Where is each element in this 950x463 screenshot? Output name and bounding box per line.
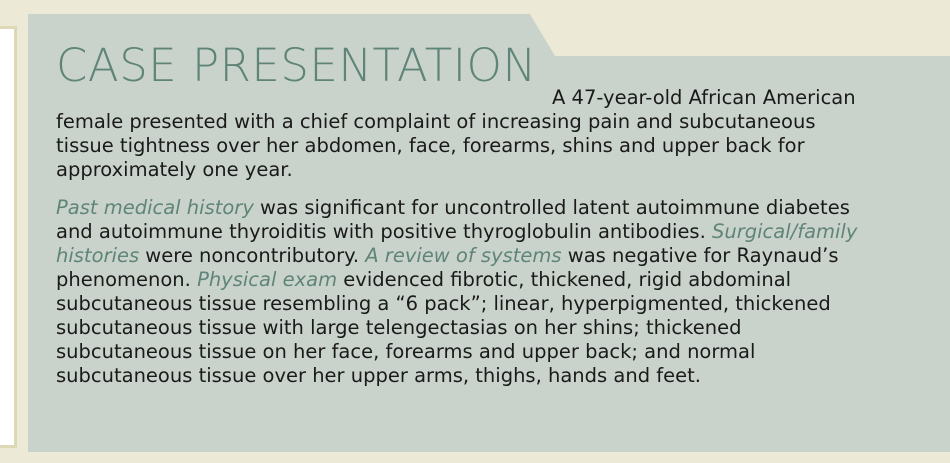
physical-exam-text: evidenced fibrotic, thickened, rigid abdominal subcutaneous tissue resembling a “6 pack”; linear, hyperpigmented, thickened subcutaneous tissue with large telengectasias on her shins; thickened subcutaneous tissue on her face, forearms and upper back; and normal subcutaneous tissue over her upper arms, thighs, hands and feet. <box>56 268 831 387</box>
intro-first-line: A 47-year-old African American <box>552 86 856 109</box>
surgical-family-histories-heading: Surgical/family histories <box>56 220 858 267</box>
review-of-systems-text: was negative for Raynaud’s phenomenon. <box>56 244 839 291</box>
physical-exam-heading: Physical exam <box>197 268 338 291</box>
surgical-family-histories-text: were noncontributory. <box>139 244 366 267</box>
case-content <box>56 40 876 388</box>
intro-paragraph <box>56 86 876 182</box>
section-title: CASE PRESENTATION <box>56 39 537 92</box>
history-paragraph <box>56 196 876 388</box>
intro-rest: female presented with a chief complaint of increasing pain and subcutaneous tissue tightness over her abdomen, face, forearms, shins and upper back for approximately one year. <box>56 110 816 181</box>
past-medical-history-heading: Past medical history <box>56 196 254 219</box>
title-row <box>56 40 876 92</box>
past-medical-history-text: was significant for uncontrolled latent autoimmune diabetes and autoimmune thyroiditis with positive thyroglobulin antibodies. <box>56 196 850 243</box>
review-of-systems-heading: A review of systems <box>365 244 562 267</box>
